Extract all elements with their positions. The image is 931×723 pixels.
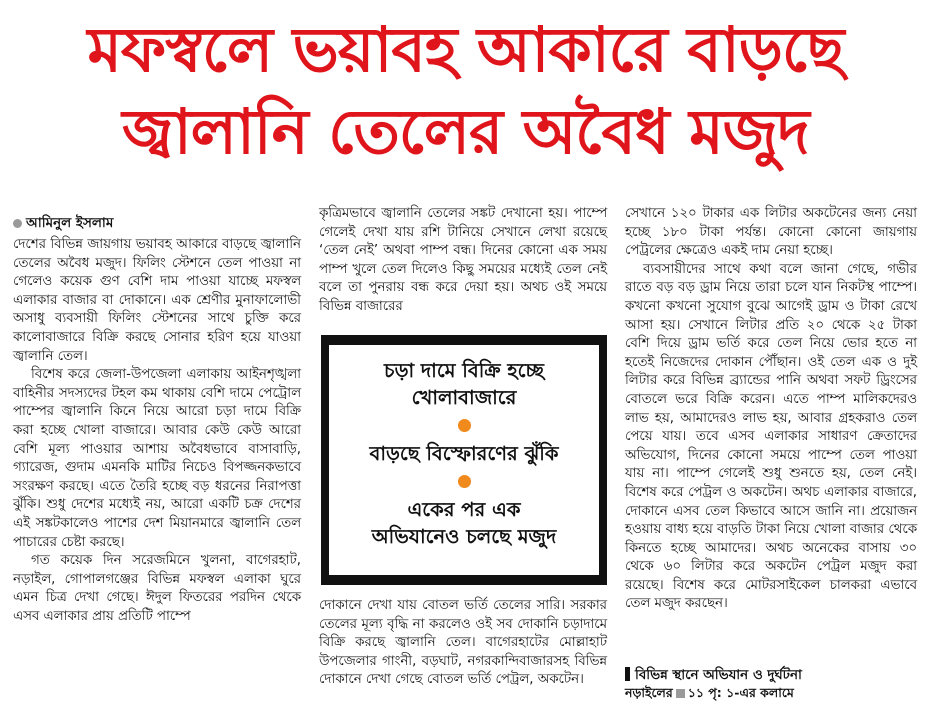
article-column-3 [625, 205, 917, 614]
byline-author: আমিনুল ইসলাম [26, 215, 114, 231]
continuation-line [625, 685, 794, 705]
article-column-2-top [319, 205, 607, 317]
orange-bullet-icon [458, 475, 471, 488]
highlight-item-3-line-1: একের পর এক [407, 498, 521, 521]
article-column-1 [13, 236, 301, 626]
byline [13, 212, 113, 235]
paragraph: গত কয়েক দিন সরেজমিনে খুলনা, বাগেরহাট, নড়াইল, গোপালগঞ্জের বিভিন্ন মফস্বল এলাকা ঘুরে এমন চিত্র দেখা গেছে। ঈদুল ফিতরের পরদিন থেকে এসব এলাকার প্রায় প্রতিটি পাম্পে [13, 553, 301, 624]
paragraph: ব্যবসায়ীদের সাথে কথা বলে জানা গেছে, গভীর রাতে বড় বড় ড্রাম নিয়ে তারা চলে যান নিকটস্থ পাম্পে। কখনো কখনো সুযোগ বুঝে আগেই ড্রাম ও টাকা রেখে আসা হয়। সেখানে লিটার প্রতি ২০ থেকে ২৫ টাকা বেশি দিয়ে ড্রাম ভর্তি করে তেল নিয়ে ভোর হতে না হতেই নিজেদের দোকান পৌঁছান। ওই তেল এক ও দুই লিটার করে বিভিন্ন ব্র্যান্ডের পানি অথবা সফট ড্রিংসের বোতলে ভরে বিক্রি করেন। এতে পাম্প মালিকদেরও লাভ হয়, আমাদেরও লাভ হয়, আবার গ্রহকরাও তেল পেয়ে যায়। তবে এসব এলাকার সাধারণ ক্রেতাদের অভিযোগ, দিনের কোনো সময়ে পাম্পে তেল পাওয়া যায় না। পাম্পে গেলেই শুধু শুনতে হয়, তেল নেই। বিশেষ করে পেট্রল ও অকটেন। অথচ এলাকার বাজারে, দোকানে এসব তেল কিভাবে আসে জানি না। প্রয়োজন হওয়ায় বাধ্য হয়ে বাড়তি টাকা নিয়ে খোলা বাজার থেকে কিনতে হচ্ছে আমাদের। অথচ অনেকের বাসায় ৩০ থেকে ৬০ লিটার করে অকটেন পেট্রল মজুদ করা রয়েছে। বিশেষ করে মোটরসাইকেল চালকরা এভাবে তেল মজুদ করছেন। [625, 261, 917, 612]
highlight-item-1-line-2: খোলাবাজারে [411, 386, 517, 409]
subhead [625, 665, 802, 687]
article-column-2-bottom [319, 597, 607, 690]
subhead-marker-icon [625, 667, 630, 681]
headline-line-2: জ্বালানি তেলের অবৈধ মজুদ [122, 95, 809, 168]
paragraph: দোকানে দেখা যায় বোতল ভর্তি তেলের সারি। সরকার তেলের মূল্য বৃদ্ধি না করলেও ওই সব দোকানি চড়াদামে বিক্রি করছে জ্বালানি তেল। বাগেরহাটের মোল্লাহাট উপজেলার গাংনী, বড়ঘাট, নগরকান্দিবাজারসহ বিভিন্ন দোকানে দেখা গেছে বোতল ভর্তি পেট্রল, অকটেন। [319, 598, 607, 688]
highlight-item-1-line-1: চড়া দামে বিক্রি হচ্ছে [384, 359, 544, 382]
highlight-box [321, 335, 607, 585]
paragraph: দেশের বিভিন্ন জায়গায় ভয়াবহ আকারে বাড়ছে জ্বালানি তেলের অবৈধ মজুদ। ফিলিং স্টেশনে তেল পাওয়া না গেলেও কয়েক গুণ বেশি দাম পাওয়া যাচ্ছে মফস্বল এলাকার বাজার বা দোকানে। এক শ্রেণীর মুনাফালোভী অসাধু ব্যবসায়ী ফিলিং স্টেশনের সাথে চুক্তি করে কালোবাজারে বিক্রি করছে সোনার হরিণ হয়ে যাওয়া জ্বালানি তেল। [13, 237, 301, 364]
paragraph: কৃত্রিমভাবে জ্বালানি তেলের সঙ্কট দেখানো হয়। পাম্পে গেলেই দেখা যায় রশি টানিয়ে সেখানে লেখা রয়েছে ‘তেল নেই’ অথবা পাম্প বন্ধ। দিনের কোনো এক সময় পাম্প খুলে তেল দিলেও কিছু সময়ের মধ্যেই তেল নেই বলে তা পুনরায় বন্ধ করে দেয়া হয়। অথচ ওই সময়ে বিভিন্ন বাজারের [319, 206, 607, 314]
paragraph: সেখানে ১২০ টাকার এক লিটার অকটেনের জন্য নেয়া হচ্ছে ১৮০ টাকা পর্যন্ত। কোনো কোনো জায়গায় পেট্রলের ক্ষেত্রেও একই দাম নেয়া হচ্ছে। [625, 206, 917, 259]
bullet-icon [13, 219, 22, 228]
headline-line-1: মফস্বলে ভয়াবহ আকারে বাড়ছে [87, 13, 844, 86]
highlight-box-content [329, 345, 599, 575]
subhead-text: বিভিন্ন স্থানে অভিযান ও দুর্ঘটনা [635, 668, 802, 683]
paragraph: বিশেষ করে জেলা-উপজেলা এলাকায় আইনশৃঙ্খলা বাহিনীর সদস্যদের টহল কম থাকায় বেশি দামে পেট্রোল পাম্পের জ্বালানি কিনে নিয়ে আরো চড়া দামে বিক্রি করা হচ্ছে খোলা বাজারে। আবার কেউ কেউ আরো বেশি মূল্য পাওয়ার আশায় অবৈধভাবে বাসাবাড়ি, গ্যারেজ, গুদাম এমনকি মাটির নিচেও বিপজ্জনকভাবে সংরক্ষণ করছে। এতে তৈরি হচ্ছে বড় ধরনের নিরাপত্তা ঝুঁকি। শুধু দেশের মধ্যেই নয়, আরো একটি চক্র দেশের এই সঙ্কটকালেও পাশের দেশ মিয়ানমারে জ্বালানি তেল পাচারের চেষ্টা করছে। [13, 367, 301, 550]
continuation-lead: নড়াইলের [625, 685, 673, 700]
highlight-item-3-line-2: অভিযানেও চলছে মজুদ [371, 525, 557, 548]
highlight-item-2: বাড়ছে বিস্ফোরণের ঝুঁকি [369, 442, 559, 465]
continuation-jump: ১১ পৃ: ১-এর কলামে [687, 685, 794, 700]
orange-bullet-icon [458, 419, 471, 432]
jump-marker-icon [676, 689, 685, 698]
